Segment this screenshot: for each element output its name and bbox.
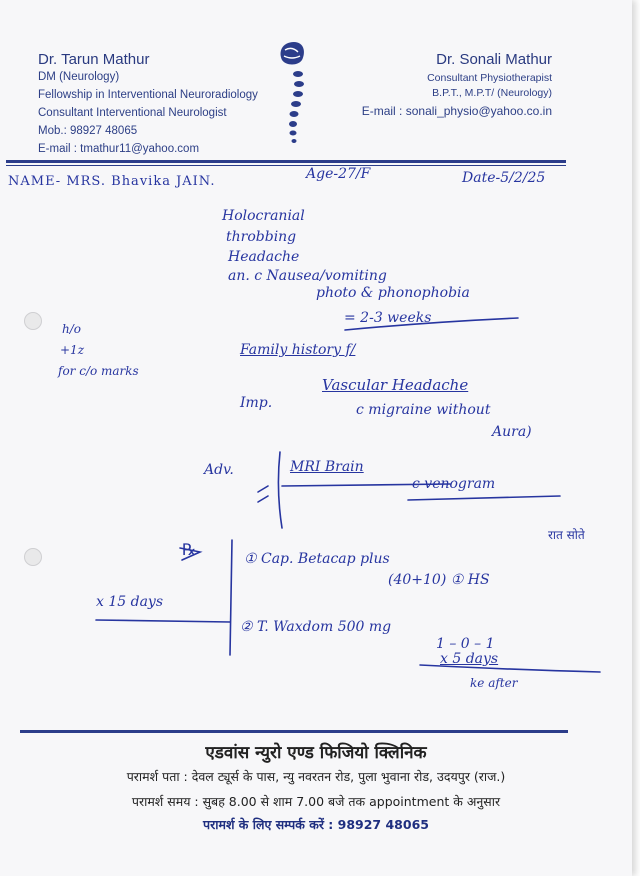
left-detail-line: Consultant Interventional Neurologist	[38, 107, 227, 119]
right-detail-line: E-mail : sonali_physio@yahoo.co.in	[361, 104, 552, 118]
clinic-name: एडवांस न्युरो एण्ड फिजियो क्लिनिक	[205, 743, 427, 763]
rx-item-2-dose: 1 – 0 – 1	[436, 636, 495, 652]
punch-hole	[24, 548, 42, 566]
margin-note: +1z	[60, 343, 85, 357]
rx-item-1-note: रात सोते	[548, 528, 585, 542]
complaint-line: throbbing	[226, 229, 297, 245]
prescription-date: Date-5/2/25	[462, 170, 546, 186]
complaint-line: photo & phonophobia	[316, 285, 470, 301]
left-detail-line: Mob.: 98927 48065	[38, 125, 138, 137]
complaint-line: Holocranial	[222, 208, 305, 224]
left-detail-line: E-mail : tmathur11@yahoo.com	[38, 143, 200, 155]
footer-rule	[20, 730, 568, 733]
left-doctor-name: Dr. Tarun Mathur	[38, 51, 150, 68]
left-detail-line: DM (Neurology)	[38, 71, 120, 83]
patient-age: Age-27/F	[306, 166, 371, 182]
family-history: Family history f/	[240, 342, 356, 358]
impression-label: Imp.	[240, 395, 273, 411]
complaint-line: = 2-3 weeks	[344, 310, 432, 326]
advice-item: MRI Brain	[290, 459, 364, 475]
rx-item-1-dose: (40+10) ① HS	[388, 572, 490, 588]
margin-note: for c/o marks	[58, 364, 139, 378]
punch-hole	[24, 312, 42, 330]
clinic-contact: परामर्श के लिए सम्पर्क करें : 98927 48065	[203, 817, 429, 832]
impression-line: c migraine without	[356, 402, 491, 418]
rx-item-2-note: ke after	[470, 676, 518, 690]
rx-item-2-duration: x 5 days	[440, 651, 499, 667]
patient-name: NAME- MRS. Bhavika JAIN.	[8, 174, 216, 189]
advice-item: c venogram	[412, 476, 496, 492]
right-doctor-name: Dr. Sonali Mathur	[436, 51, 552, 68]
complaint-line: an. c Nausea/vomiting	[228, 268, 387, 284]
impression-line: Vascular Headache	[322, 376, 469, 394]
rx-item-1: ① Cap. Betacap plus	[244, 551, 390, 567]
margin-note: h/o	[62, 322, 81, 336]
impression-line: Aura)	[492, 424, 532, 440]
clinic-timing: परामर्श समय : सुबह 8.00 से शाम 7.00 बजे तक appointment के अनुसार	[131, 794, 501, 809]
clinic-address: परामर्श पता : देवल ट्यूर्स के पास, न्यु नवरतन रोड, पुला भुवाना रोड, उदयपुर (राज.)	[126, 769, 506, 784]
advice-label: Adv.	[204, 462, 234, 478]
rx-duration: x 15 days	[96, 594, 164, 610]
left-detail-line: Fellowship in Interventional Neuroradiology	[38, 89, 258, 101]
rx-symbol: ℞	[182, 540, 197, 559]
right-detail-line: B.P.T., M.P.T/ (Neurology)	[432, 87, 552, 99]
right-detail-line: Consultant Physiotherapist	[427, 72, 552, 84]
rx-item-2: ② T. Waxdom 500 mg	[240, 619, 392, 635]
complaint-line: Headache	[228, 249, 300, 265]
